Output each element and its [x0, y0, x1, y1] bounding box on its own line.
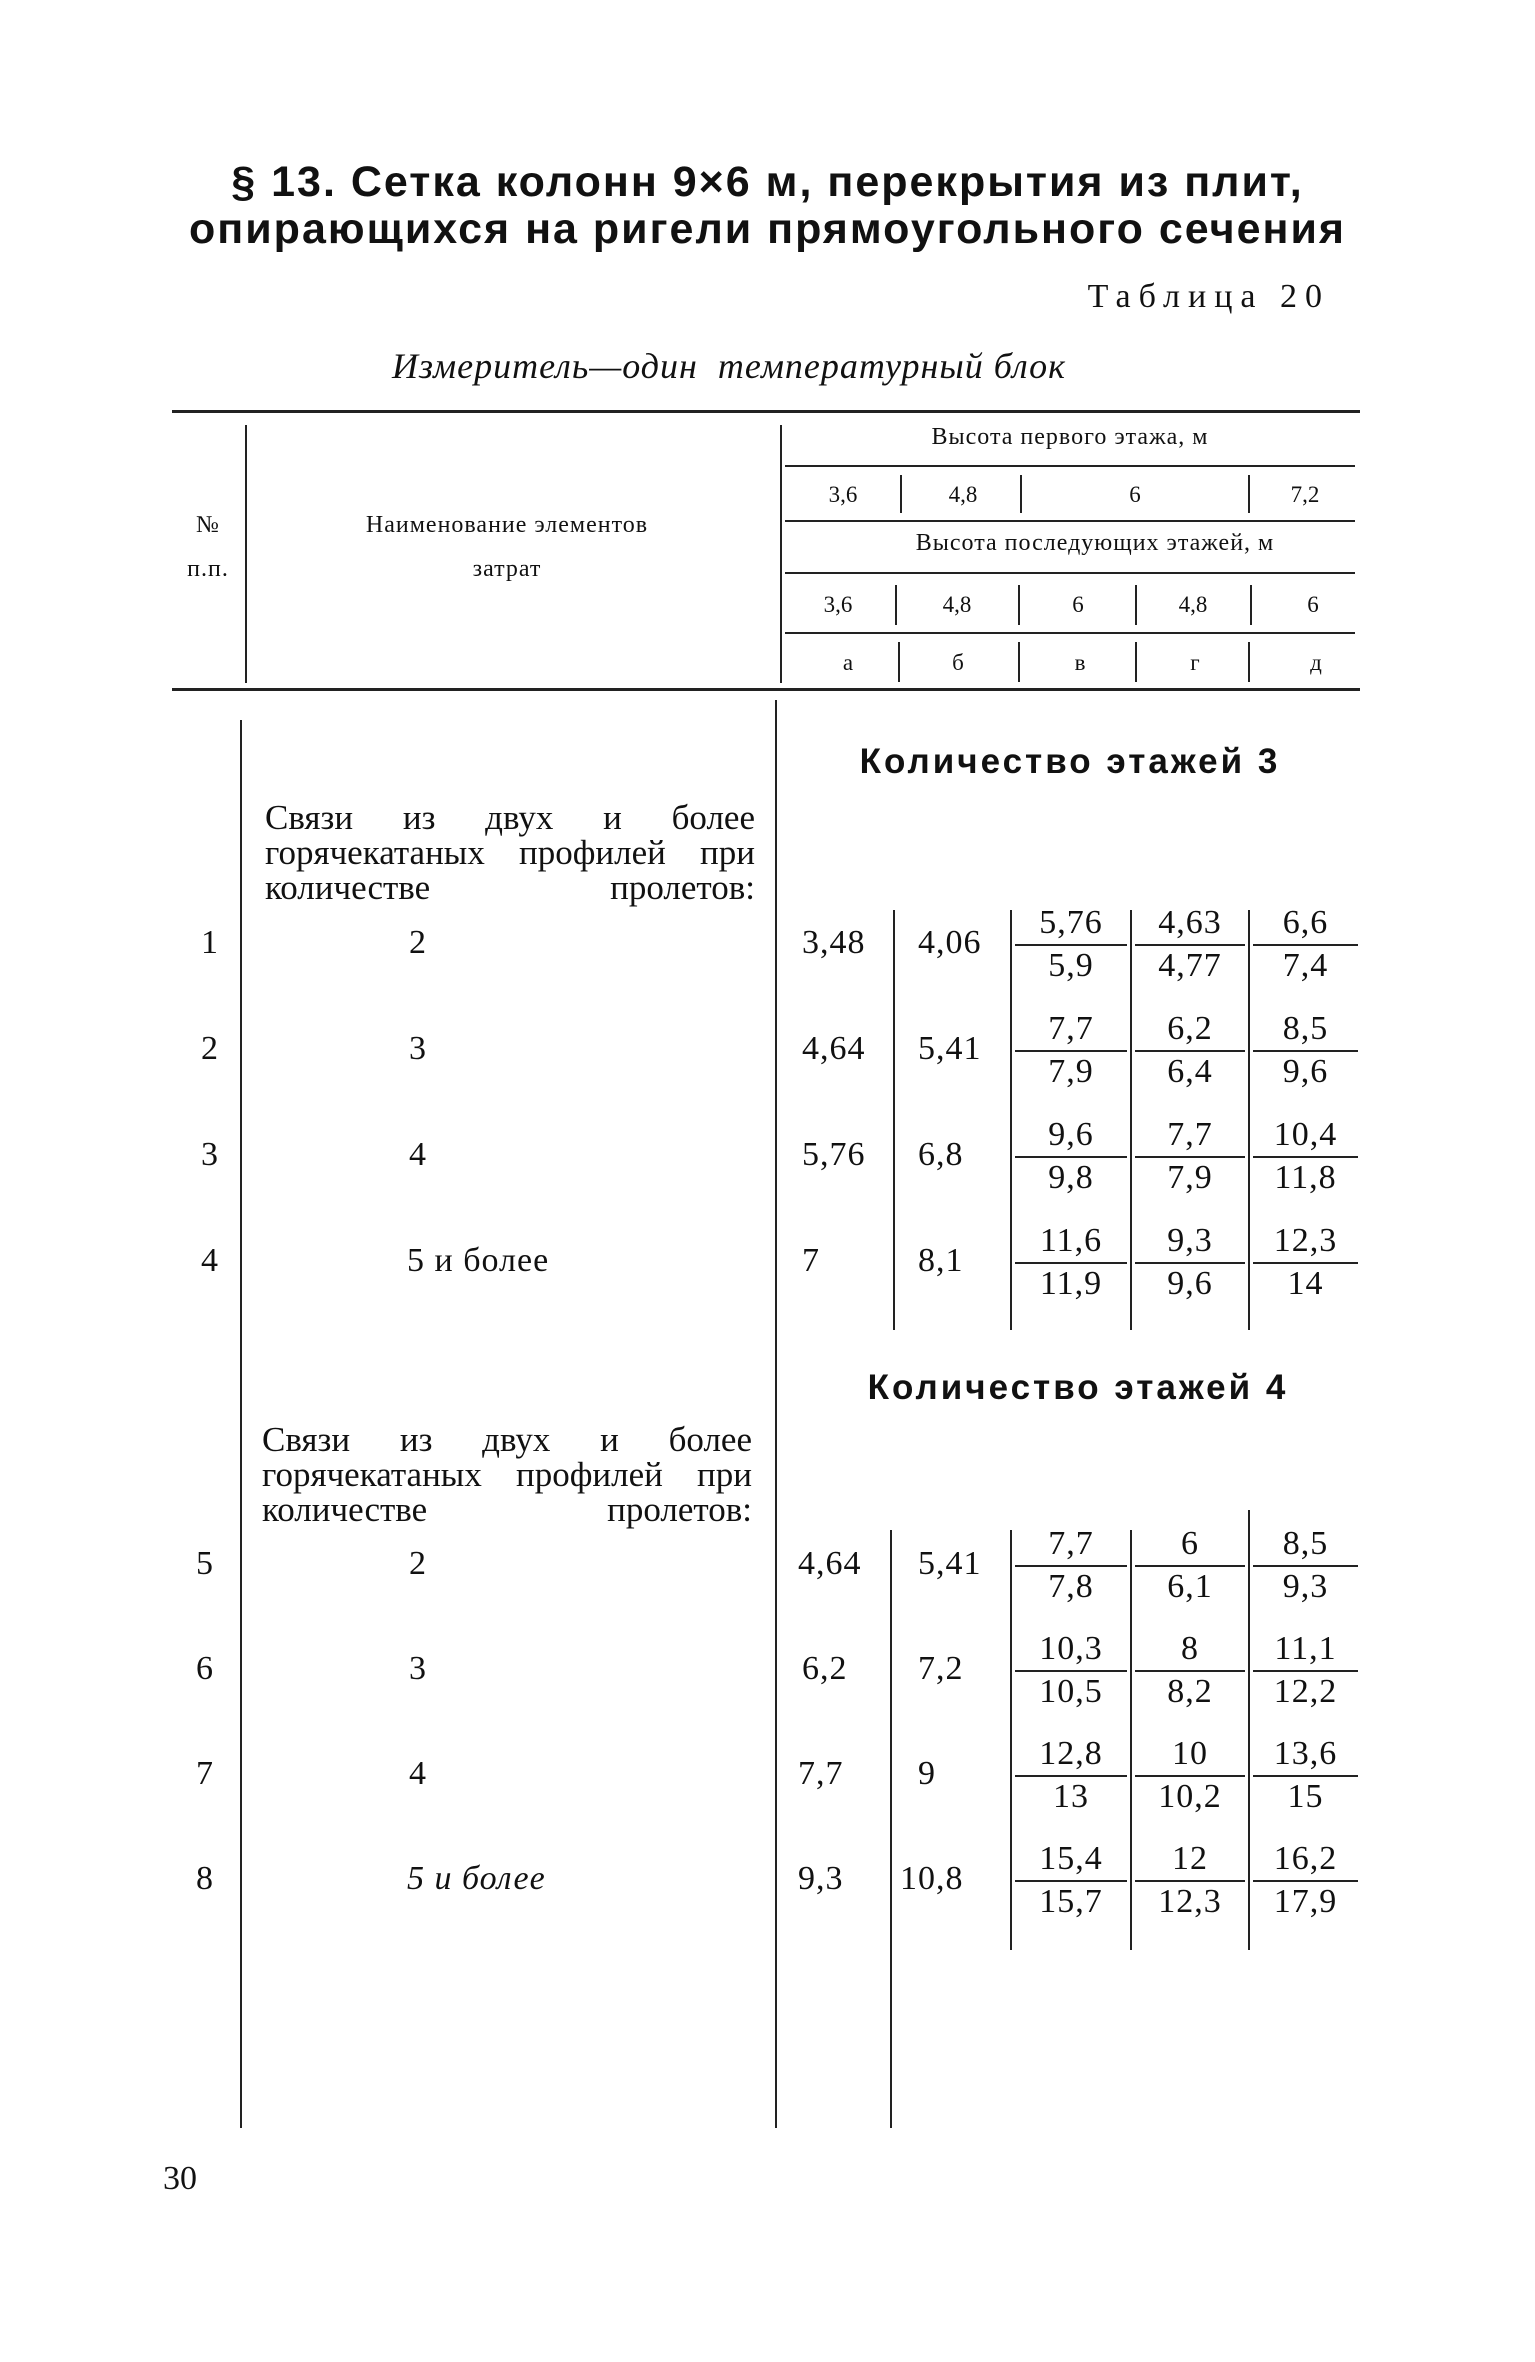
- sep-ff-1: [900, 475, 902, 513]
- cell-g: [1135, 1114, 1245, 1198]
- cell-g-top: 6: [1181, 1525, 1199, 1562]
- section-2-heading: Количество этажей 4: [867, 1368, 1289, 1407]
- nf-value-3: 6: [1072, 592, 1084, 617]
- cell-v: [1015, 1733, 1127, 1817]
- s1-divider-bv: [1010, 910, 1012, 1330]
- cell-v-top: 12,8: [1039, 1735, 1103, 1772]
- cell-g: [1135, 1628, 1245, 1712]
- cell-d-bottom: 11,8: [1274, 1159, 1337, 1196]
- cell-d: [1253, 1838, 1358, 1922]
- cell-d-top: 8,5: [1282, 1525, 1329, 1562]
- cell-a: 3,48: [802, 924, 866, 961]
- header-divider-name: [780, 425, 782, 683]
- row-no: 2: [201, 1030, 219, 1067]
- header-name-line1: Наименование элементов: [365, 512, 649, 538]
- cell-g-bottom: 8,2: [1167, 1673, 1213, 1710]
- cell-v-top: 7,7: [1048, 1010, 1094, 1047]
- cell-v: [1015, 902, 1127, 986]
- cell-d: [1253, 1114, 1358, 1198]
- cell-g-bottom: 9,6: [1167, 1265, 1213, 1302]
- cell-d: [1253, 902, 1358, 986]
- nf-value-1: 3,6: [823, 592, 853, 617]
- cell-g-bottom: 7,9: [1167, 1159, 1213, 1196]
- nf-value-4: 4,8: [1178, 592, 1208, 617]
- sep-letter-1: [898, 642, 900, 682]
- cell-g-top: 10: [1172, 1735, 1208, 1772]
- cell-g: [1135, 1838, 1245, 1922]
- cell-a: 7,7: [798, 1755, 844, 1792]
- cell-v-top: 11,6: [1039, 1222, 1103, 1259]
- s2-divider-vg: [1130, 1530, 1132, 1950]
- section-1-description: Связи из двух и более горячекатаных профилей при количестве пролетов:: [265, 798, 755, 907]
- cell-v: [1015, 1838, 1127, 1922]
- page-title-line-1: § 13. Сетка колонн 9×6 м, перекрытия из плит,: [231, 158, 1304, 206]
- cell-d: [1253, 1628, 1358, 1712]
- cell-a: 4,64: [798, 1545, 862, 1582]
- sep-letter-2: [1018, 642, 1020, 682]
- cell-d: [1253, 1523, 1358, 1607]
- cell-g-top: 7,7: [1167, 1116, 1213, 1153]
- sep-nf-1: [895, 585, 897, 625]
- sep-letter-4: [1248, 642, 1250, 682]
- ff-value-4: 7,2: [1290, 482, 1320, 507]
- cell-b: 8,1: [918, 1242, 964, 1279]
- cell-g-top: 4,63: [1158, 904, 1222, 941]
- row-no: 3: [201, 1136, 219, 1173]
- col-letter-b: б: [952, 650, 964, 675]
- row-name: 3: [409, 1650, 427, 1687]
- header-rule-1: [785, 465, 1355, 467]
- cell-g: [1135, 1220, 1245, 1304]
- nf-value-2: 4,8: [942, 592, 972, 617]
- cell-d-bottom: 14: [1287, 1265, 1324, 1302]
- cell-a: 7: [802, 1242, 820, 1279]
- header-no-line1: №: [196, 512, 220, 538]
- measurer-caption: Измеритель—один температурный блок: [392, 346, 1066, 386]
- cell-v-top: 9,6: [1048, 1116, 1094, 1153]
- cell-g-bottom: 6,4: [1167, 1053, 1213, 1090]
- page-number: 30: [163, 2160, 197, 2197]
- row-name: 2: [409, 924, 427, 961]
- row-no: 5: [196, 1545, 214, 1582]
- cell-v: [1015, 1523, 1127, 1607]
- cell-g: [1135, 902, 1245, 986]
- cell-g-bottom: 6,1: [1167, 1568, 1213, 1605]
- cell-v-bottom: 5,9: [1048, 947, 1094, 984]
- sep-nf-2: [1018, 585, 1020, 625]
- cell-d-bottom: 12,2: [1273, 1673, 1338, 1710]
- cell-d: [1253, 1220, 1358, 1304]
- table-top-rule: [172, 410, 1360, 413]
- cell-g-top: 8: [1181, 1630, 1199, 1667]
- cell-d: [1253, 1008, 1358, 1092]
- body-divider-a-lower: [890, 1530, 892, 2128]
- sep-nf-3: [1135, 585, 1137, 625]
- nf-value-5: 6: [1307, 592, 1319, 617]
- header-name-line2: затрат: [472, 556, 542, 582]
- cell-a: 4,64: [802, 1030, 866, 1067]
- table-label: Таблица 20: [1087, 278, 1330, 315]
- cell-v-bottom: 7,8: [1048, 1568, 1094, 1605]
- cell-g-top: 9,3: [1167, 1222, 1213, 1259]
- cell-v: [1015, 1628, 1127, 1712]
- cell-v-bottom: 7,9: [1048, 1053, 1094, 1090]
- cell-g: [1135, 1008, 1245, 1092]
- cell-b: 6,8: [918, 1136, 964, 1173]
- header-next-floors: Высота последующих этажей, м: [915, 530, 1275, 556]
- row-name: 3: [409, 1030, 427, 1067]
- cell-g: [1135, 1733, 1245, 1817]
- col-letter-d: д: [1310, 650, 1322, 675]
- header-bottom-rule: [172, 688, 1360, 691]
- section-2-description: Связи из двух и более горячекатаных профилей при количестве пролетов:: [262, 1420, 752, 1529]
- s2-divider-gd: [1248, 1510, 1250, 1950]
- row-no: 8: [196, 1860, 214, 1897]
- s1-divider-vg: [1130, 910, 1132, 1330]
- cell-a: 5,76: [802, 1136, 866, 1173]
- cell-g-bottom: 12,3: [1158, 1883, 1222, 1920]
- s1-divider-ab: [893, 910, 895, 1330]
- page-title-line-2: опирающихся на ригели прямоугольного сечения: [189, 205, 1346, 253]
- cell-d-bottom: 9,6: [1282, 1053, 1329, 1090]
- row-name: 4: [409, 1755, 427, 1792]
- sep-letter-3: [1135, 642, 1137, 682]
- header-no-line2: п.п.: [187, 556, 229, 582]
- ff-value-3: 6: [1129, 482, 1141, 507]
- cell-v-bottom: 9,8: [1048, 1159, 1094, 1196]
- col-letter-v: в: [1074, 650, 1086, 675]
- cell-v-bottom: 15,7: [1039, 1883, 1103, 1920]
- cell-d: [1253, 1733, 1358, 1817]
- cell-v: [1015, 1220, 1127, 1304]
- row-name: 2: [409, 1545, 427, 1582]
- cell-v-top: 15,4: [1039, 1840, 1103, 1877]
- cell-g-top: 6,2: [1167, 1010, 1213, 1047]
- cell-d-bottom: 15: [1287, 1778, 1324, 1815]
- cell-g: [1135, 1523, 1245, 1607]
- sep-ff-2: [1020, 475, 1022, 513]
- cell-v-top: 7,7: [1048, 1525, 1094, 1562]
- cell-v: [1015, 1008, 1127, 1092]
- cell-b: 4,06: [918, 924, 982, 961]
- cell-d-top: 11,1: [1274, 1630, 1337, 1667]
- row-name: 5 и более: [407, 1860, 546, 1897]
- cell-d-top: 10,4: [1273, 1116, 1338, 1153]
- row-no: 4: [201, 1242, 219, 1279]
- s1-divider-gd: [1248, 910, 1250, 1330]
- body-divider-no: [240, 720, 242, 2128]
- row-no: 6: [196, 1650, 214, 1687]
- cell-v-top: 10,3: [1039, 1630, 1103, 1667]
- col-letter-a: а: [842, 650, 854, 675]
- cell-d-bottom: 9,3: [1282, 1568, 1329, 1605]
- cell-b: 5,41: [918, 1545, 982, 1582]
- cell-v-bottom: 11,9: [1039, 1265, 1103, 1302]
- header-first-floor: Высота первого этажа, м: [931, 424, 1209, 450]
- cell-v-bottom: 10,5: [1039, 1673, 1103, 1710]
- header-rule-3: [785, 572, 1355, 574]
- header-rule-4: [785, 632, 1355, 634]
- cell-b: 9: [918, 1755, 936, 1792]
- cell-d-top: 16,2: [1273, 1840, 1338, 1877]
- cell-d-bottom: 17,9: [1273, 1883, 1338, 1920]
- cell-d-top: 13,6: [1273, 1735, 1338, 1772]
- cell-g-bottom: 4,77: [1158, 947, 1222, 984]
- cell-d-top: 12,3: [1273, 1222, 1338, 1259]
- col-letter-g: г: [1190, 650, 1200, 675]
- sep-ff-3: [1248, 475, 1250, 513]
- row-name: 4: [409, 1136, 427, 1173]
- cell-v-bottom: 13: [1053, 1778, 1089, 1815]
- s2-divider-bv: [1010, 1530, 1012, 1950]
- cell-d-top: 8,5: [1282, 1010, 1329, 1047]
- header-rule-2: [785, 520, 1355, 522]
- header-divider-no: [245, 425, 247, 683]
- ff-value-1: 3,6: [828, 482, 858, 507]
- cell-b: 7,2: [918, 1650, 964, 1687]
- body-divider-name: [775, 700, 777, 2128]
- cell-a: 9,3: [798, 1860, 844, 1897]
- section-1-heading: Количество этажей 3: [859, 742, 1281, 781]
- sep-nf-4: [1250, 585, 1252, 625]
- cell-b: 10,8: [900, 1860, 964, 1897]
- cell-d-bottom: 7,4: [1282, 947, 1329, 984]
- row-no: 1: [201, 924, 219, 961]
- cell-b: 5,41: [918, 1030, 982, 1067]
- cell-a: 6,2: [802, 1650, 848, 1687]
- row-no: 7: [196, 1755, 214, 1792]
- cell-v-top: 5,76: [1039, 904, 1103, 941]
- cell-v: [1015, 1114, 1127, 1198]
- ff-value-2: 4,8: [948, 482, 978, 507]
- row-name: 5 и более: [407, 1242, 550, 1279]
- cell-d-top: 6,6: [1282, 904, 1329, 941]
- cell-g-top: 12: [1172, 1840, 1208, 1877]
- cell-g-bottom: 10,2: [1158, 1778, 1222, 1815]
